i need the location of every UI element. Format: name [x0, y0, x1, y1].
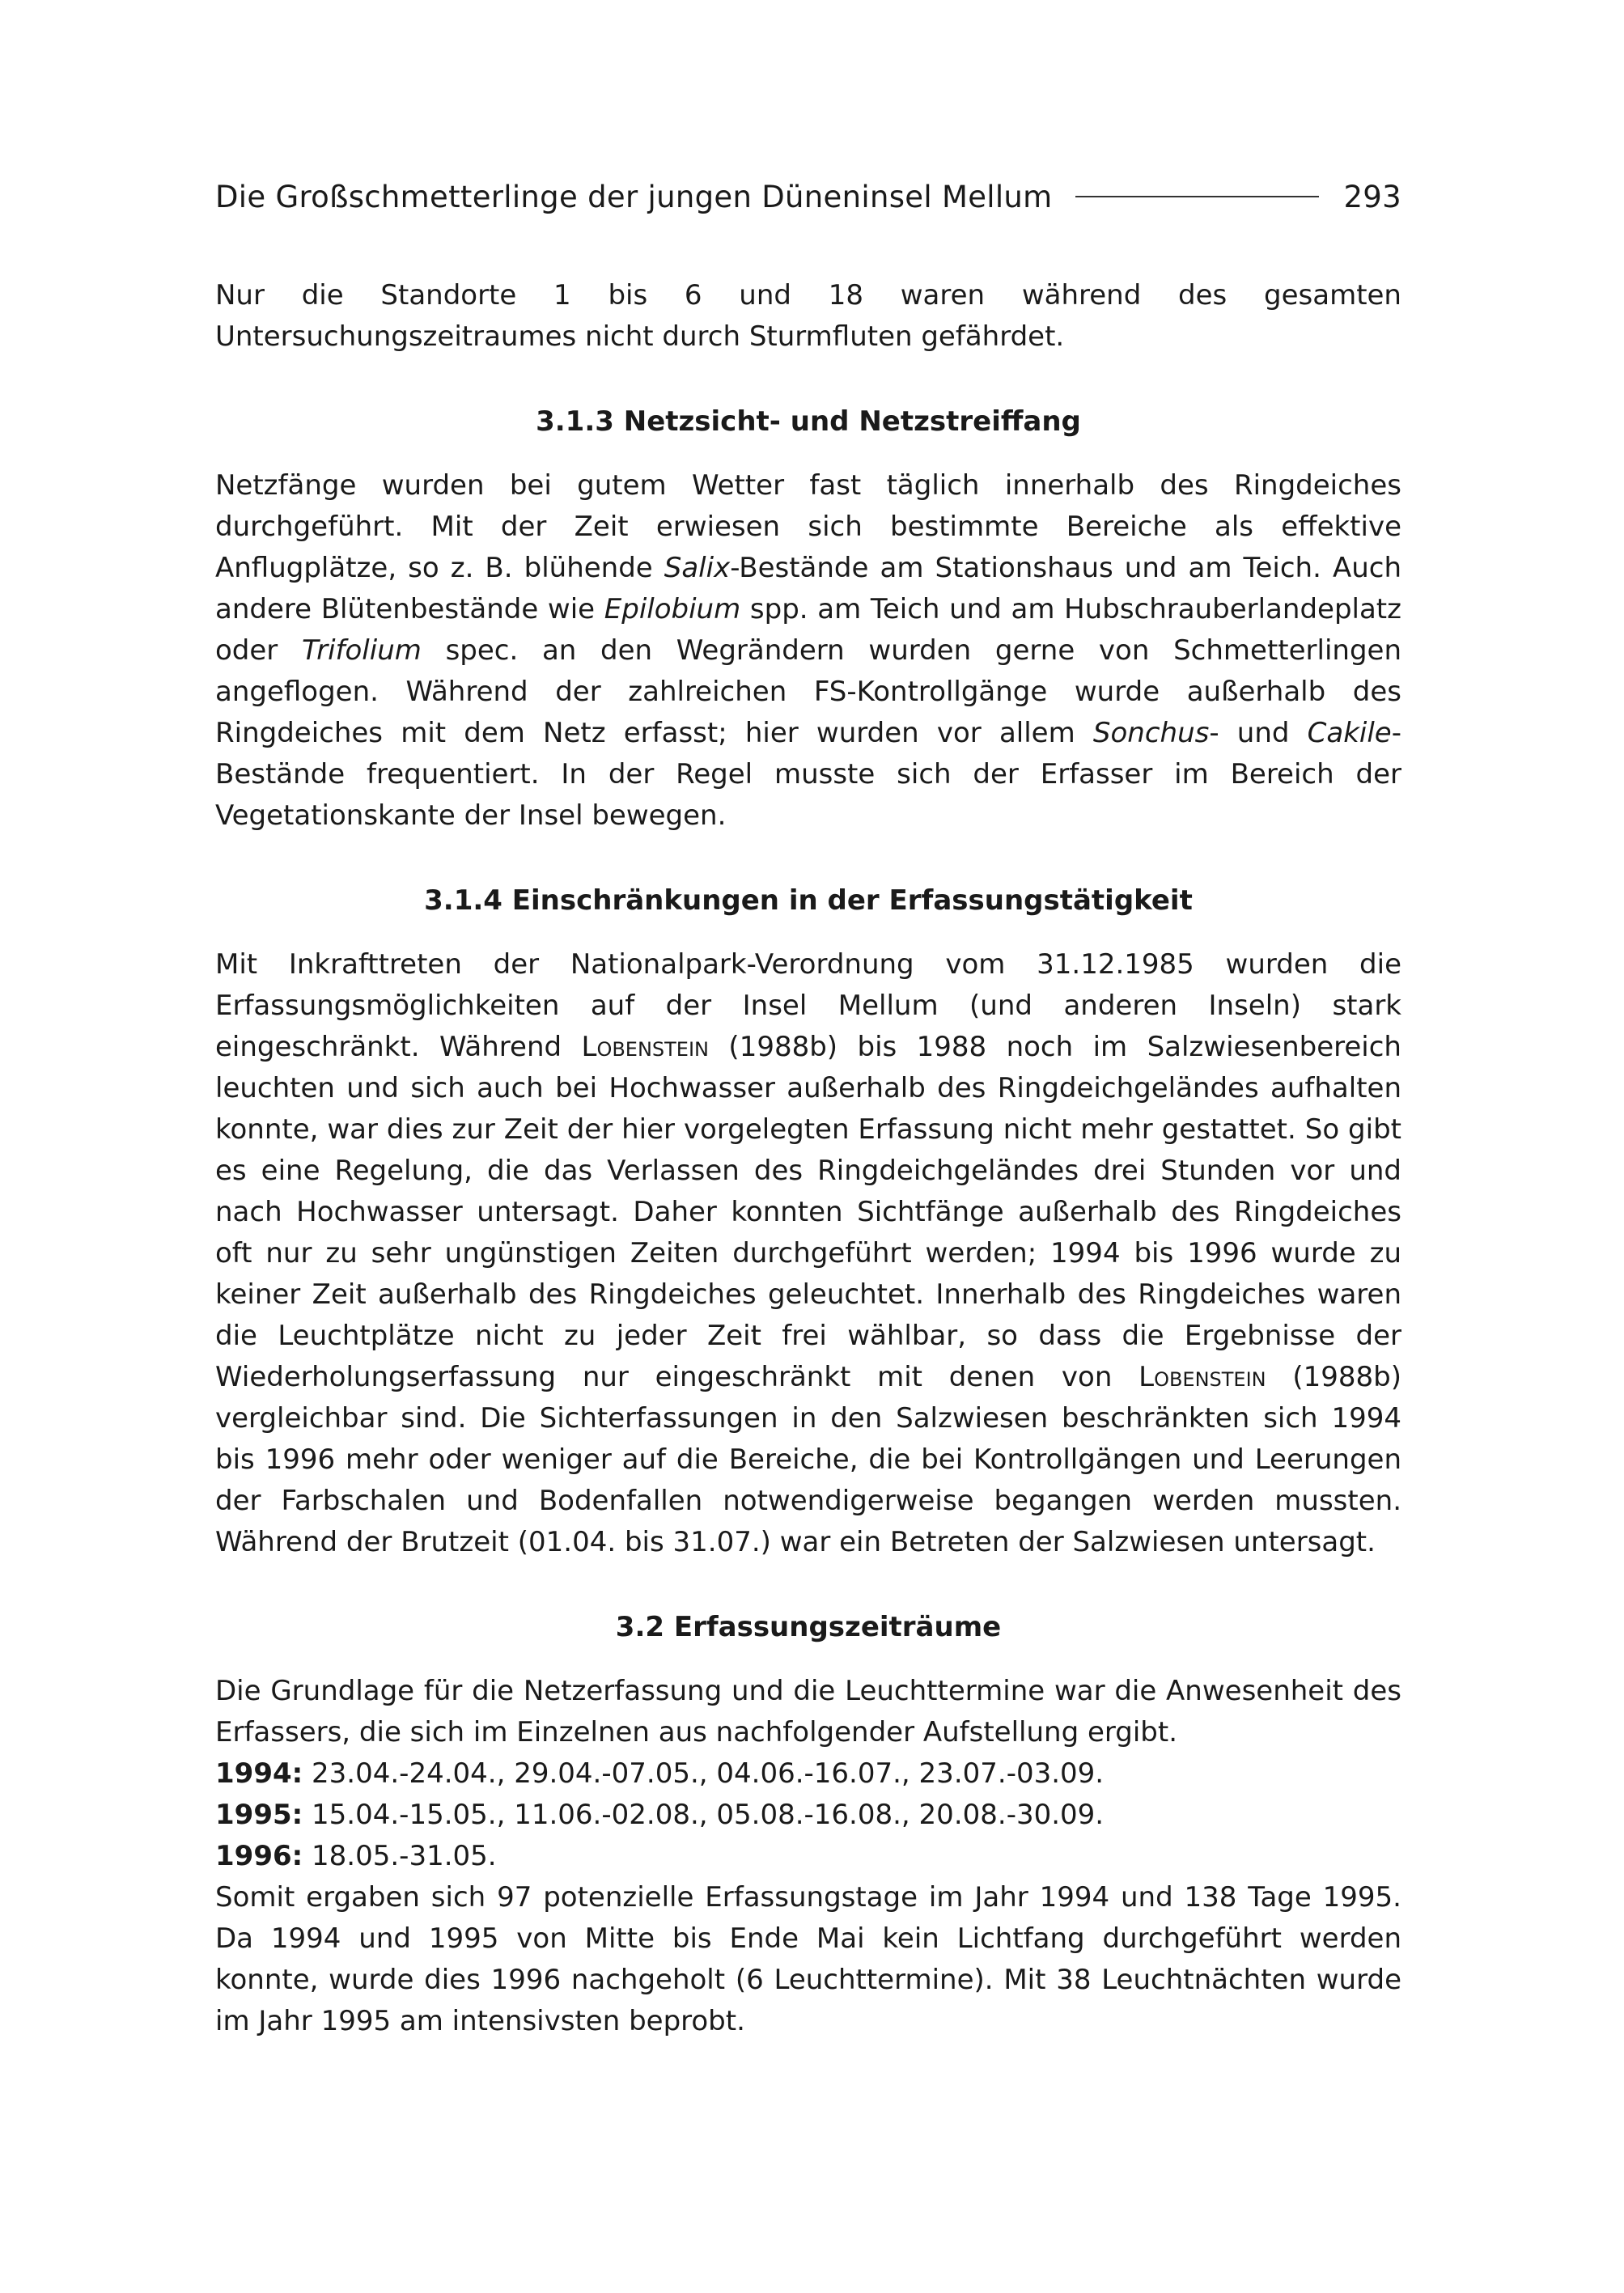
taxon-cakile: Cakile	[1307, 717, 1392, 749]
date-year: 1996:	[215, 1840, 303, 1872]
intro-paragraph: Nur die Standorte 1 bis 6 und 18 waren während des gesamten Untersuchungszeitraumes nicht durch Sturmfluten gefährdet.	[215, 279, 1401, 353]
date-year: 1995:	[215, 1799, 303, 1831]
paragraph-ergebnis: Somit ergaben sich 97 potenzielle Erfassungstage im Jahr 1994 und 138 Tage 1995. Da 1994 und 1995 von Mitte bis Ende Mai kein Lichtfang durchgeführt werden konnte, wurde dies 1996 nachgeholt (6 Leuchttermine). Mit 38 Leuchtnächten wurde im Jahr 1995 am intensivsten beprobt.	[215, 1881, 1401, 2037]
text-run: -Bestände frequentiert. In der Regel musste sich der Erfasser im Bereich der Vegetationskante der Insel bewegen.	[215, 717, 1401, 832]
author-name: Lobenstein	[581, 1031, 710, 1063]
paragraph-netzfang	[215, 465, 1401, 837]
author-name: Lobenstein	[1138, 1361, 1266, 1393]
date-ranges: 23.04.-24.04., 29.04.-07.05., 04.06.-16.07., 23.07.-03.09.	[303, 1757, 1105, 1790]
taxon-epilobium: Epilobium	[604, 593, 741, 625]
text-run: (1988b) vergleichbar sind. Die Sichterfassungen in den Salzwiesen beschränkten sich 1994 bis 1996 mehr oder weniger auf die Bereiche, die bei Kontrollgängen und Leerungen der Farbschalen und Bodenfallen notwendigerweise begangen werden mussten. Während der Brutzeit (01.04. bis 31.07.) war ein Betreten der Salzwiesen untersagt.	[215, 1361, 1401, 1558]
taxon-salix: Salix	[664, 552, 731, 584]
taxon-trifolium: Trifolium	[301, 634, 422, 667]
text-run: (1988b) bis 1988 noch im Salzwiesenbereich leuchten und sich auch bei Hochwasser außerhalb des Ringdeichgeländes aufhalten konnte, war dies zur Zeit der hier vorgelegten Erfassung nicht mehr gestattet. So gibt es eine Regelung, die das Verlassen des Ringdeichgeländes drei Stunden vor und nach Hochwasser untersagt. Daher konnten Sichtfänge außerhalb des Ringdeiches oft nur zu sehr ungünstigen Zeiten durchgeführt werden; 1994 bis 1996 wurde zu keiner Zeit außerhalb des Ringdeiches geleuchtet. Innerhalb des Ringdeiches waren die Leuchtplätze nicht zu jeder Zeit frei wählbar, so dass die Ergebnisse der Wiederholungserfassung nur eingeschränkt mit denen von	[215, 1031, 1401, 1393]
date-ranges: 18.05.-31.05.	[303, 1840, 497, 1872]
text-run: Netzfänge wurden bei gutem Wetter fast täglich innerhalb des Ringdeiches durchgeführt. Mit der Zeit erwiesen sich bestimmte Bereiche als effektive Anflugplätze, so z. B. blühende	[215, 469, 1401, 584]
text-run: spp. am Teich und am Hubschrauberlandeplatz oder	[215, 593, 1401, 667]
running-head-title: Die Großschmetterlinge der jungen Düneninsel Mellum	[215, 179, 1053, 214]
heading-3-1-4: 3.1.4 Einschränkungen in der Erfassungstätigkeit	[424, 884, 1193, 917]
text-run: spec. an den Wegrändern wurden gerne von Schmetterlingen angeflogen. Während der zahlreichen FS-Kontrollgänge wurde außerhalb des Ringdeiches mit dem Netz erfasst; hier wurden vor allem	[215, 634, 1402, 749]
date-ranges: 15.04.-15.05., 11.06.-02.08., 05.08.-16.08., 20.08.-30.09.	[303, 1799, 1105, 1831]
text-run: -Bestände am Stationshaus und am Teich. Auch andere Blütenbestände wie	[215, 552, 1401, 625]
taxon-sonchus: Sonchus	[1092, 717, 1210, 749]
page-number: 293	[1343, 179, 1401, 214]
paragraph-grundlage: Die Grundlage für die Netzerfassung und die Leuchttermine war die Anwesenheit des Erfassers, die sich im Einzelnen aus nachfolgender Aufstellung ergibt.	[215, 1675, 1401, 1748]
date-year: 1994:	[215, 1757, 303, 1790]
date-line-1994	[215, 1753, 1401, 1795]
paragraph-einschraenkungen	[215, 944, 1401, 1563]
running-head	[215, 176, 1401, 217]
running-head-rule	[1075, 196, 1320, 197]
text-run: Mit Inkrafttreten der Nationalpark-Verordnung vom 31.12.1985 wurden die Erfassungsmöglichkeiten auf der Insel Mellum (und anderen Inseln) stark eingeschränkt. Während	[215, 948, 1401, 1063]
date-line-1995	[215, 1795, 1401, 1836]
body-text	[215, 275, 1401, 2042]
date-line-1996	[215, 1836, 1401, 1877]
text-run: - und	[1209, 717, 1308, 749]
heading-3-1-3: 3.1.3 Netzsicht- und Netzstreiffang	[536, 405, 1081, 438]
heading-3-2: 3.2 Erfassungszeiträume	[615, 1611, 1002, 1643]
